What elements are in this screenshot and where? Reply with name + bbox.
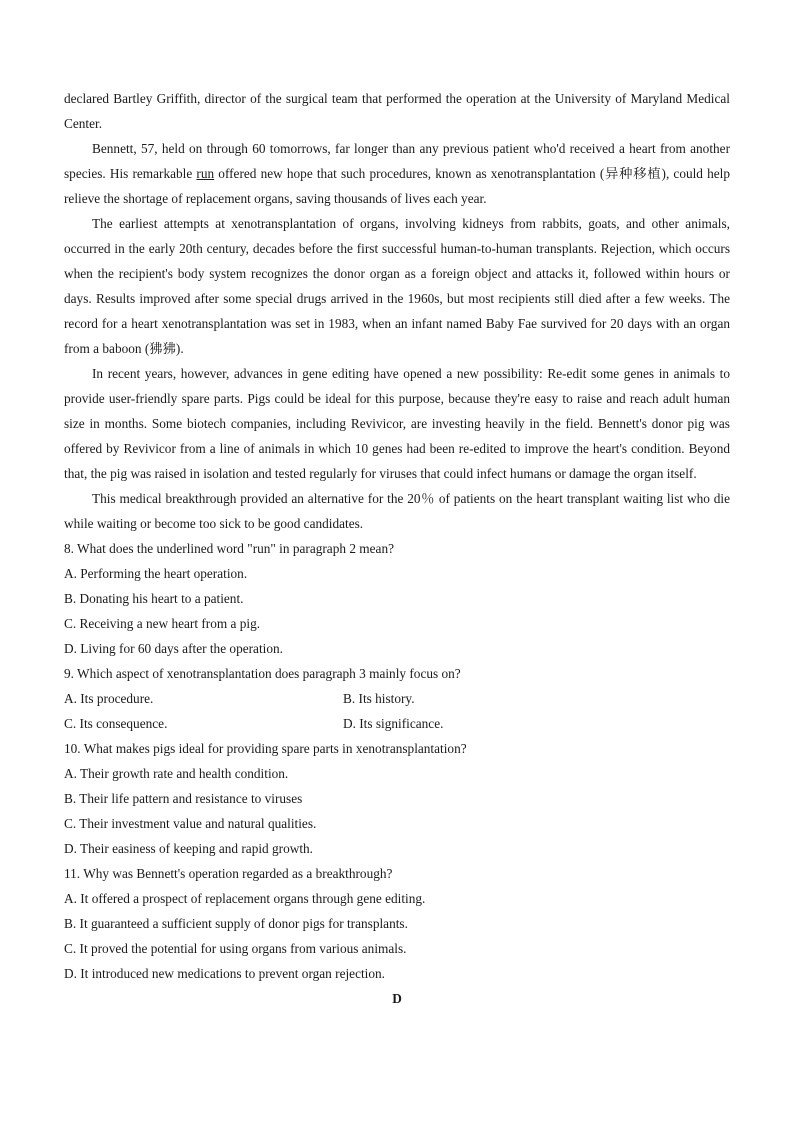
option-c: C. Their investment value and natural qualities. <box>64 816 317 831</box>
option-b: B. Their life pattern and resistance to viruses <box>64 791 303 806</box>
section-heading: D <box>392 991 402 1006</box>
paragraph-2-text-before: Bennett, 57, held on through 60 tomorrows, far longer than any previous patient who'd received a heart from another species. His remarkable <box>64 141 730 181</box>
question-10 <box>64 736 730 861</box>
option-d: D. Living for 60 days after the operation. <box>64 641 283 656</box>
question-11 <box>64 861 730 986</box>
option-a: A. It offered a prospect of replacement organs through gene editing. <box>64 891 426 906</box>
paragraph-4: In recent years, however, advances in gene editing have opened a new possibility: Re-edit some genes in animals to provide user-friendly spare parts. Pigs could be ideal for this purpose, because they're easy to raise and reach adult human size in months. Some biotech companies, including Revivicor, are investing heavily in the field. Bennett's donor pig was offered by Revivicor from a line of animals in which 10 genes had been re-edited to improve the heart's condition. Beyond that, the pig was raised in isolation and tested regularly for viruses that could infect humans or damage the organ itself. <box>64 366 730 481</box>
question-stem: 11. Why was Bennett's operation regarded as a breakthrough? <box>64 866 393 881</box>
option-d: D. Their easiness of keeping and rapid growth. <box>64 841 314 856</box>
question-stem: 8. What does the underlined word "run" in paragraph 2 mean? <box>64 541 395 556</box>
option-a: A. Performing the heart operation. <box>64 566 248 581</box>
paragraph-intro: declared Bartley Griffith, director of the surgical team that performed the operation at the University of Maryland Medical Center. <box>64 91 730 131</box>
paragraph-2 <box>64 136 730 211</box>
option-b: B. It guaranteed a sufficient supply of donor pigs for transplants. <box>64 916 408 931</box>
question-stem: 9. Which aspect of xenotransplantation does paragraph 3 mainly focus on? <box>64 666 461 681</box>
underlined-word-run: run <box>196 166 215 181</box>
option-row <box>64 711 730 736</box>
option-a: A. Their growth rate and health condition. <box>64 766 289 781</box>
option-c: C. Its consequence. <box>64 716 168 731</box>
option-row <box>64 686 730 711</box>
question-8 <box>64 536 730 661</box>
paragraph-5: This medical breakthrough provided an alternative for the 20％ of patients on the heart transplant waiting list who die while waiting or become too sick to be good candidates. <box>64 491 730 531</box>
page-content <box>64 86 730 1011</box>
option-d: D. Its significance. <box>343 716 444 731</box>
option-b: B. Donating his heart to a patient. <box>64 591 244 606</box>
option-c: C. Receiving a new heart from a pig. <box>64 616 261 631</box>
option-a: A. Its procedure. <box>64 691 154 706</box>
question-9 <box>64 661 730 736</box>
paragraph-3: The earliest attempts at xenotransplantation of organs, involving kidneys from rabbits, goats, and other animals, occurred in the early 20th century, decades before the first successful human-to-human transplants. Rejection, which occurs when the recipient's body system recognizes the donor organ as a foreign object and attacks it, followed within hours or days. Results improved after some special drugs arrived in the 1960s, but most recipients still died after a few weeks. The record for a heart xenotransplantation was set in 1983, when an infant named Baby Fae survived for 20 days with an organ from a baboon (狒狒). <box>64 216 730 356</box>
option-c: C. It proved the potential for using organs from various animals. <box>64 941 407 956</box>
question-stem: 10. What makes pigs ideal for providing spare parts in xenotransplantation? <box>64 741 467 756</box>
option-d: D. It introduced new medications to prevent organ rejection. <box>64 966 385 981</box>
option-b: B. Its history. <box>343 691 415 706</box>
paragraph-2-text-after: offered new hope that such procedures, known as xenotransplantation (异种移植), could help relieve the shortage of replacement organs, saving thousands of lives each year. <box>64 166 730 206</box>
